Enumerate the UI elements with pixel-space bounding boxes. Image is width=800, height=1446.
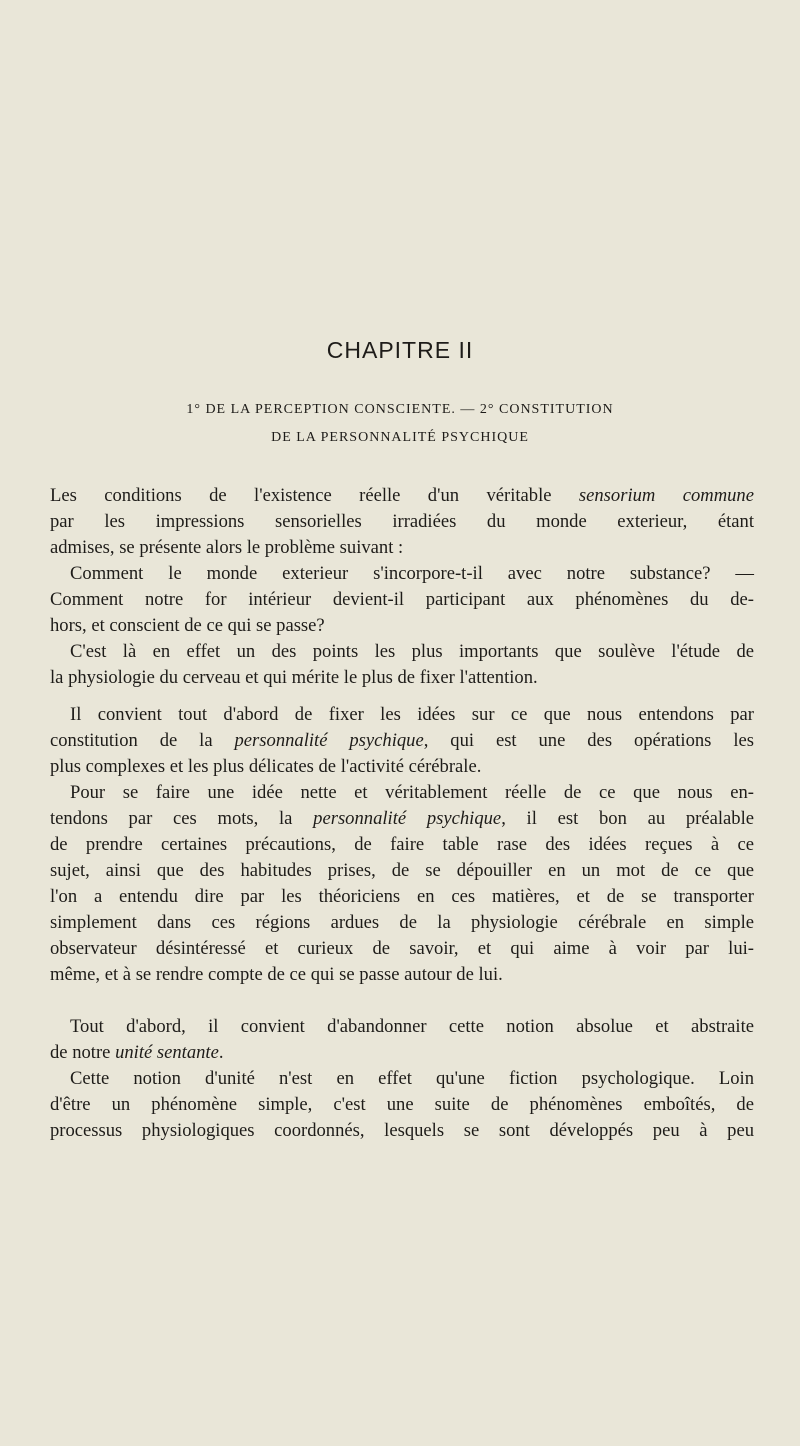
text-line: C'est là en effet un des points les plus importants que soulève l'étude de (70, 641, 754, 662)
paragraph-2 (50, 561, 754, 639)
text-line: plus complexes et les plus délicates de l'activité cérébrale. (50, 756, 482, 777)
text-line: observateur désintéressé et curieux de savoir, et qui aime à voir par lui- (50, 938, 754, 959)
paragraph-6 (50, 1014, 754, 1066)
text-line: Comment le monde exterieur s'incorpore-t-il avec notre substance? — (70, 563, 754, 584)
text-line: Tout d'abord, il convient d'abandonner cette notion absolue et abstraite (70, 1016, 754, 1037)
text-line: de prendre certaines précautions, de faire table rase des idées reçues à ce (50, 834, 754, 855)
italic-term: personnalité psychique (313, 808, 502, 829)
text-line: l'on a entendu dire par les théoriciens en ces matières, et de se transporter (50, 886, 754, 907)
text-line: par les impressions sensorielles irradiées du monde exterieur, étant (50, 511, 754, 532)
text-run: constitution de la (50, 730, 235, 751)
text-line: Comment notre for intérieur devient-il participant aux phénomènes du de- (50, 589, 754, 610)
text-run: . (218, 1042, 224, 1063)
chapter-subtitle-line-1: 1° DE LA PERCEPTION CONSCIENTE. — 2° CONSTITUTION (186, 402, 614, 417)
text-line: Il convient tout d'abord de fixer les idées sur ce que nous entendons par (70, 704, 754, 725)
text-run: , il est bon au préalable (501, 808, 754, 829)
paragraph-1 (50, 483, 754, 561)
chapter-subtitle-line-2: DE LA PERSONNALITÉ PSYCHIQUE (271, 430, 529, 445)
text-line (50, 806, 754, 832)
text-line (50, 1040, 754, 1066)
text-line: simplement dans ces régions ardues de la physiologie cérébrale en simple (50, 912, 754, 933)
text-line (50, 728, 754, 754)
chapter-title: CHAPITRE II (326, 337, 474, 363)
text-line: processus physiologiques coordonnés, lesquels se sont développés peu à peu (50, 1120, 754, 1141)
paragraph-5 (50, 780, 754, 988)
text-line: admises, se présente alors le problème suivant : (50, 537, 404, 558)
text-line: même, et à se rendre compte de ce qui se passe autour de lui. (50, 964, 503, 985)
text-line: sujet, ainsi que des habitudes prises, de se dépouiller en un mot de ce que (50, 860, 754, 881)
text-run: de notre (50, 1042, 116, 1063)
text-line: hors, et conscient de ce qui se passe? (50, 615, 325, 636)
text-line (50, 483, 754, 509)
paragraph-7 (50, 1066, 754, 1144)
text-line: la physiologie du cerveau et qui mérite le plus de fixer l'attention. (50, 667, 538, 688)
italic-term: sensorium commune (578, 485, 754, 506)
text-run: tendons par ces mots, la (50, 808, 314, 829)
text-line: Cette notion d'unité n'est en effet qu'une fiction psychologique. Loin (70, 1068, 754, 1089)
italic-term: unité sentante (115, 1042, 219, 1063)
text-run: Les conditions de l'existence réelle d'un véritable (50, 485, 579, 506)
paragraph-4 (50, 702, 754, 780)
text-line: Pour se faire une idée nette et véritablement réelle de ce que nous en- (70, 782, 754, 803)
italic-term: personnalité psychique (234, 730, 424, 751)
paragraph-3 (50, 639, 754, 691)
text-run: , qui est une des opérations les (423, 730, 754, 751)
text-line: d'être un phénomène simple, c'est une suite de phénomènes emboîtés, de (50, 1094, 754, 1115)
